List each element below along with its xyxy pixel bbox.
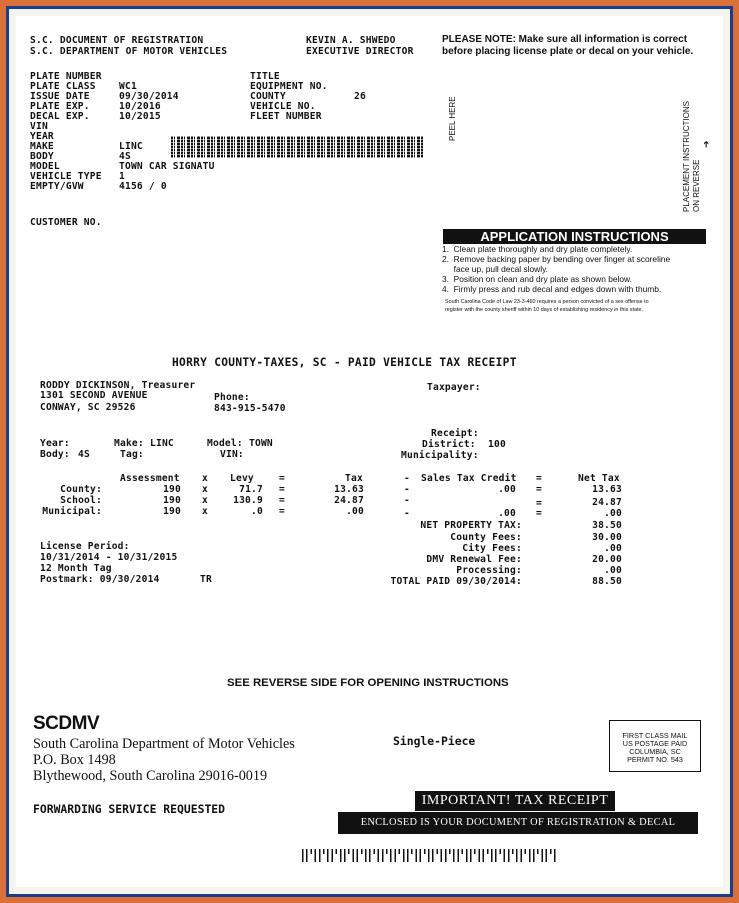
field-value-plate-exp: 10/2016 (119, 101, 161, 112)
postal-barcode-short-bars (302, 854, 558, 862)
registration-document (16, 16, 723, 887)
row-label-county: County: (60, 484, 102, 495)
row-dash-school: - (404, 495, 410, 506)
col-eq-2: = (536, 473, 542, 484)
field-label-title: TITLE (250, 71, 280, 82)
law-notice-line-2: register with the county sheriff within 10 days of establishing residency in this state. (445, 307, 643, 313)
field-label-equipment-no: EQUIPMENT NO. (250, 81, 328, 92)
field-label-make: MAKE (30, 141, 54, 152)
taxpayer-label: Taxpayer: (427, 382, 481, 393)
receipt-title: HORRY COUNTY-TAXES, SC - PAID VEHICLE TAX RECEIPT (172, 356, 517, 369)
arrow-icon: ➔ (701, 140, 711, 148)
row-label-municipal: Municipal: (42, 506, 102, 517)
year-label: Year: (40, 438, 70, 449)
field-label-body: BODY (30, 151, 54, 162)
col-eq: = (279, 473, 285, 484)
postmark-code: TR (200, 574, 212, 585)
district-label: District: (422, 439, 476, 450)
treasurer-name: RODDY DICKINSON, Treasurer (40, 380, 196, 391)
model-label: Model: (207, 438, 243, 449)
mailer-dept-name: South Carolina Department of Motor Vehicles (33, 736, 295, 752)
notice-line-2: before placing license plate or decal on your vehicle. (442, 46, 694, 57)
field-value-empty-gvw: 4156 / 0 (119, 181, 167, 192)
enclosed-registration-banner: ENCLOSED IS YOUR DOCUMENT OF REGISTRATION & DECAL (338, 812, 698, 834)
summary-value-processing: .00 (604, 565, 622, 576)
row-dash-municipal: - (404, 508, 410, 519)
reverse-side-note: SEE REVERSE SIDE FOR OPENING INSTRUCTIONS (227, 677, 509, 689)
single-piece-label: Single-Piece (393, 734, 476, 748)
summary-value-net-property-tax: 38.50 (592, 520, 622, 531)
receipt-label: Receipt: (431, 428, 479, 439)
row-credit-county: .00 (498, 484, 516, 495)
summary-value-county-fees: 30.00 (592, 532, 622, 543)
field-label-vehicle-type: VEHICLE TYPE (30, 171, 102, 182)
field-value-model: TOWN CAR SIGNATU (119, 161, 215, 172)
body-value: 4S (78, 449, 90, 460)
row-levy-county: 71.7 (239, 484, 263, 495)
law-notice-line-1: South Carolina Code of Law 23-3-460 requires a person convicted of a sex offense to (445, 299, 649, 305)
col-sales-tax-credit: Sales Tax Credit (421, 473, 517, 484)
summary-value-dmv-renewal-fee: 20.00 (592, 554, 622, 565)
postage-line-3: COLUMBIA, SC (629, 747, 681, 756)
phone-number: 843-915-5470 (214, 403, 286, 414)
row-eq2-school: = (536, 498, 542, 509)
row-dash-county: - (404, 484, 410, 495)
director-title: EXECUTIVE DIRECTOR (306, 46, 414, 57)
row-net-school: 24.87 (592, 497, 622, 508)
row-x-municipal: x (202, 506, 208, 517)
field-value-vehicle-type: 1 (119, 171, 125, 182)
field-label-empty-gvw: EMPTY/GVW (30, 181, 84, 192)
field-value-issue-date: 09/30/2014 (119, 91, 179, 102)
body-label: Body: (40, 449, 70, 460)
instruction-step-1: 1. Clean plate thoroughly and dry plate completely. (442, 244, 633, 254)
instruction-step-3: 3. Position on clean and dry plate as shown below. (442, 274, 632, 284)
postage-line-2: US POSTAGE PAID (622, 739, 688, 748)
field-label-year: YEAR (30, 131, 54, 142)
field-value-make: LINC (119, 141, 143, 152)
field-value-plate-class: WC1 (119, 81, 137, 92)
row-eq-school: = (279, 495, 285, 506)
vin-barcode (171, 136, 423, 158)
license-period-value: 10/31/2014 - 10/31/2015 (40, 552, 178, 563)
customer-no-label: CUSTOMER NO. (30, 217, 102, 228)
row-assessment-school: 190 (163, 495, 181, 506)
treasurer-address-1: 1301 SECOND AVENUE (40, 390, 148, 401)
row-eq2-municipal: = (536, 508, 542, 519)
row-net-municipal: .00 (604, 508, 622, 519)
row-tax-county: 13.63 (334, 484, 364, 495)
field-label-plate-number: PLATE NUMBER (30, 71, 102, 82)
col-tax: Tax (345, 473, 363, 484)
col-dash: - (404, 473, 410, 484)
row-eq-county: = (279, 484, 285, 495)
row-assessment-county: 190 (163, 484, 181, 495)
tag-label: Tag: (120, 449, 144, 460)
col-net-tax: Net Tax (578, 473, 620, 484)
mailer-city: Blythewood, South Carolina 29016-0019 (33, 768, 268, 784)
field-label-issue-date: ISSUE DATE (30, 91, 90, 102)
important-tax-receipt-banner: IMPORTANT! TAX RECEIPT (415, 791, 615, 811)
field-label-vehicle-no: VEHICLE NO. (250, 101, 316, 112)
row-tax-school: 24.87 (334, 495, 364, 506)
license-period-label: License Period: (40, 541, 130, 552)
row-credit-municipal: .00 (498, 508, 516, 519)
vin-label: VIN: (220, 449, 244, 460)
col-levy: Levy (230, 473, 254, 484)
row-net-county: 13.63 (592, 484, 622, 495)
field-label-county: COUNTY (250, 91, 286, 102)
field-label-plate-exp: PLATE EXP. (30, 101, 90, 112)
summary-label-processing: Processing: (456, 565, 522, 576)
summary-value-city-fees: .00 (604, 543, 622, 554)
instruction-step-2-cont: face up, pull decal slowly. (442, 264, 548, 274)
row-x-school: x (202, 495, 208, 506)
municipality-label: Municipality: (401, 450, 479, 461)
row-levy-school: 130.9 (233, 495, 263, 506)
summary-label-dmv-renewal-fee: DMV Renewal Fee: (426, 554, 522, 565)
header-line-2: S.C. DEPARTMENT OF MOTOR VEHICLES (30, 46, 228, 57)
notice-line-1: PLEASE NOTE: Make sure all information is correct (442, 34, 688, 45)
placement-instructions-line-1: PLACEMENT INSTRUCTIONS (682, 101, 691, 212)
summary-label-city-fees: City Fees: (462, 543, 522, 554)
make-value: LINC (150, 438, 174, 449)
field-label-model: MODEL (30, 161, 60, 172)
col-x: x (202, 473, 208, 484)
header-line-1: S.C. DOCUMENT OF REGISTRATION (30, 35, 204, 46)
field-label-plate-class: PLATE CLASS (30, 81, 96, 92)
field-label-fleet-number: FLEET NUMBER (250, 111, 322, 122)
mailer-pobox: P.O. Box 1498 (33, 752, 116, 768)
application-instructions-title: APPLICATION INSTRUCTIONS (443, 229, 706, 244)
make-label: Make: (114, 438, 144, 449)
field-value-county: 26 (354, 91, 366, 102)
postage-indicia (609, 720, 701, 772)
field-value-body: 4S (119, 151, 131, 162)
instruction-step-4: 4. Firmly press and rub decal and edges down with thumb. (442, 284, 662, 294)
postage-line-4: PERMIT NO. 543 (627, 755, 683, 764)
col-assessment: Assessment (120, 473, 180, 484)
row-levy-municipal: .0 (251, 506, 263, 517)
phone-label: Phone: (214, 392, 250, 403)
row-eq2-county: = (536, 484, 542, 495)
peel-here-label: PEEL HERE (448, 96, 457, 141)
postage-line-1: FIRST CLASS MAIL (622, 731, 688, 740)
row-tax-municipal: .00 (346, 506, 364, 517)
row-x-county: x (202, 484, 208, 495)
summary-label-county-fees: County Fees: (450, 532, 522, 543)
placement-instructions-line-2: ON REVERSE (692, 159, 701, 212)
forwarding-service-requested: FORWARDING SERVICE REQUESTED (33, 802, 226, 816)
field-value-decal-exp: 10/2015 (119, 111, 161, 122)
row-label-school: School: (60, 495, 102, 506)
field-label-vin: VIN (30, 121, 48, 132)
district-value: 100 (488, 439, 506, 450)
row-assessment-municipal: 190 (163, 506, 181, 517)
scdmv-logo: SCDMV (33, 713, 100, 734)
instruction-step-2: 2. Remove backing paper by bending over finger at scoreline (442, 254, 671, 264)
summary-label-total-paid: TOTAL PAID 09/30/2014: (390, 576, 522, 587)
row-eq-municipal: = (279, 506, 285, 517)
tag-term: 12 Month Tag (40, 563, 112, 574)
summary-label-net-property-tax: NET PROPERTY TAX: (420, 520, 522, 531)
director-name: KEVIN A. SHWEDO (306, 35, 396, 46)
treasurer-address-2: CONWAY, SC 29526 (40, 402, 136, 413)
model-value: TOWN (249, 438, 273, 449)
postmark: Postmark: 09/30/2014 (40, 574, 160, 585)
summary-value-total-paid: 88.50 (592, 576, 622, 587)
field-label-decal-exp: DECAL EXP. (30, 111, 90, 122)
